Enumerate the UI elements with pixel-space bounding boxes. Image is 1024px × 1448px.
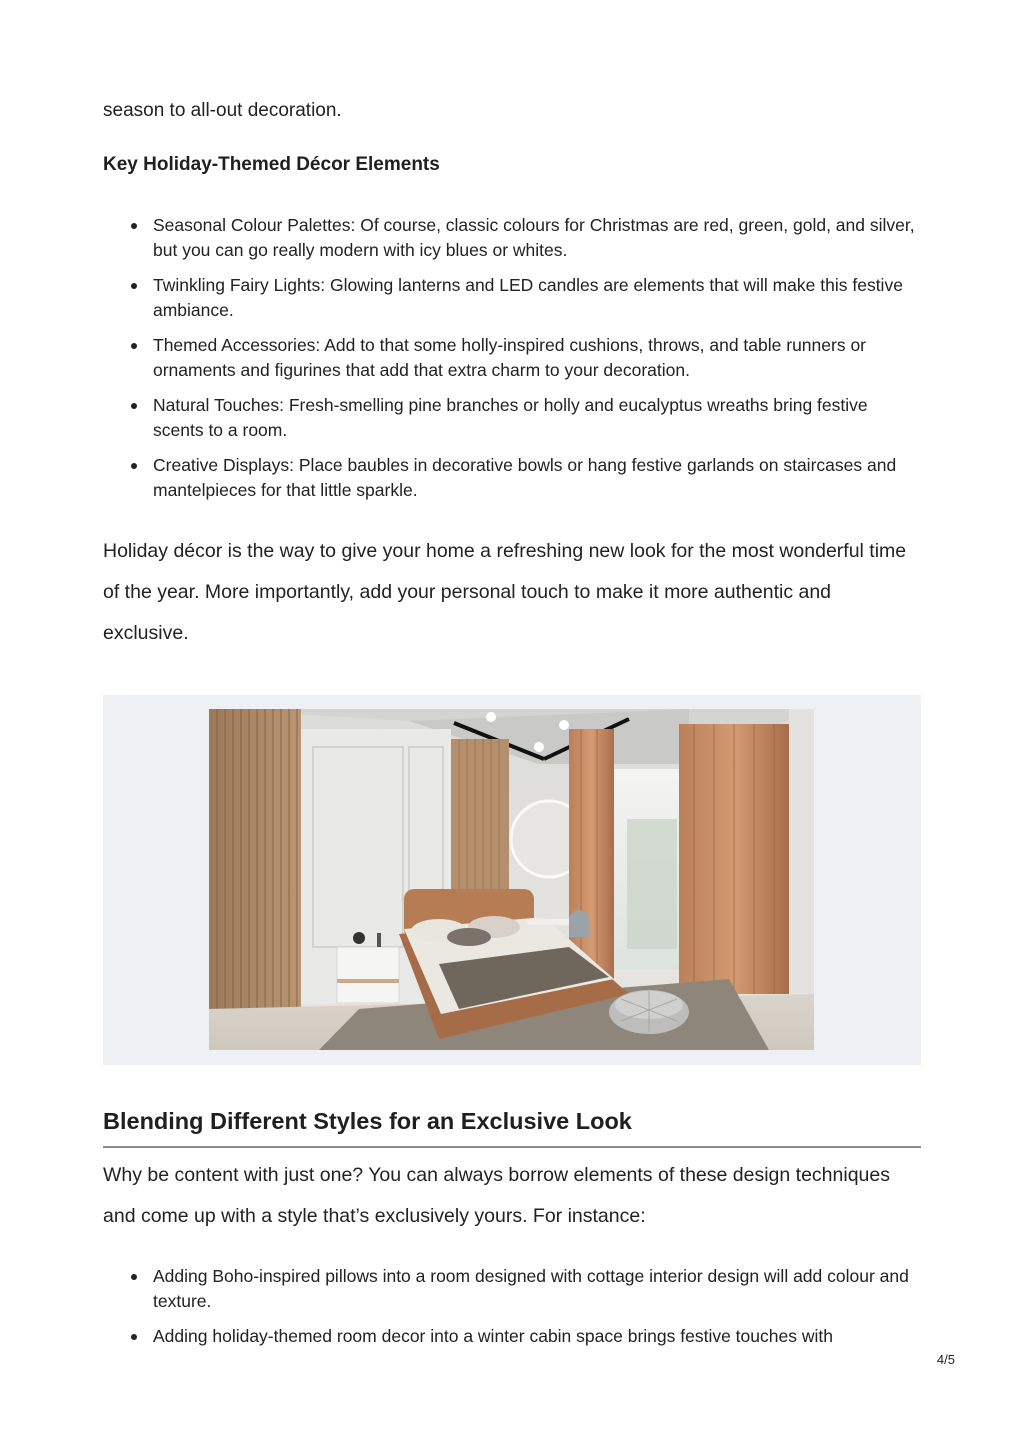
- list-item-text: Twinkling Fairy Lights: Glowing lanterns and LED candles are elements that will make this festive ambiance.: [153, 275, 903, 320]
- list-item-text: Themed Accessories: Add to that some holly-inspired cushions, throws, and table runners or ornaments and figurines that add that extra charm to your decoration.: [153, 335, 867, 380]
- blending-examples-list: [103, 1264, 921, 1359]
- bullet-icon: [131, 283, 137, 289]
- holiday-elements-list: [103, 213, 921, 513]
- bullet-icon: [131, 463, 137, 469]
- holiday-elements-heading: Key Holiday-Themed Décor Elements: [103, 154, 440, 175]
- list-item: [103, 1264, 921, 1314]
- holiday-closing-paragraph: Holiday décor is the way to give your home a refreshing new look for the most wonderful time of the year. More importantly, add your personal touch to make it more authentic and exclusive.: [103, 540, 907, 644]
- bullet-icon: [131, 223, 137, 229]
- bullet-icon: [131, 1334, 137, 1340]
- bedroom-image: [209, 709, 814, 1050]
- list-item-text: Adding holiday-themed room decor into a winter cabin space brings festive touches with: [153, 1326, 833, 1346]
- blending-styles-title: Blending Different Styles for an Exclusive Look: [103, 1108, 632, 1134]
- list-item-text: Natural Touches: Fresh-smelling pine branches or holly and eucalyptus wreaths bring festive scents to a room.: [153, 395, 868, 440]
- intro-continuation: season to all-out decoration.: [103, 100, 342, 121]
- list-item-text: Creative Displays: Place baubles in decorative bowls or hang festive garlands on staircases and mantelpieces for that little sparkle.: [153, 455, 897, 500]
- bullet-icon: [131, 403, 137, 409]
- section-divider: [103, 1146, 921, 1148]
- list-item: [103, 213, 921, 263]
- list-item: [103, 273, 921, 323]
- blending-intro-paragraph: Why be content with just one? You can always borrow elements of these design techniques and come up with a style that’s exclusively yours. For instance:: [103, 1164, 890, 1227]
- list-item: [103, 453, 921, 503]
- list-item-text: Adding Boho-inspired pillows into a room designed with cottage interior design will add colour and texture.: [153, 1266, 909, 1311]
- list-item: [103, 393, 921, 443]
- list-item: [103, 1324, 921, 1349]
- list-item: [103, 333, 921, 383]
- list-item-text: Seasonal Colour Palettes: Of course, classic colours for Christmas are red, green, gold, and silver, but you can go really modern with icy blues or whites.: [153, 215, 915, 260]
- bedroom-figure: [103, 695, 921, 1065]
- bullet-icon: [131, 343, 137, 349]
- page-number: 4/5: [936, 1352, 955, 1367]
- bullet-icon: [131, 1274, 137, 1280]
